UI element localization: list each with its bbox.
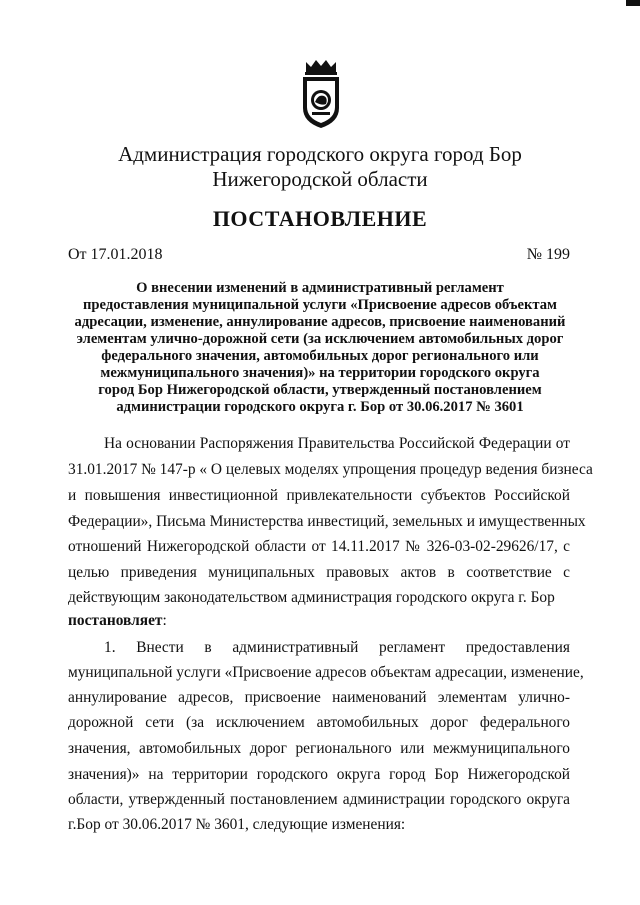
subject-line: федерального значения, автомобильных дорог регионального или (101, 348, 539, 364)
preamble-line: 31.01.2017 № 147-р « О целевых моделях упрощения процедур ведения бизнеса (68, 461, 593, 478)
item1-line: дорожной сети (за исключением автомобильных дорог федерального (68, 714, 570, 731)
subject-line: межмуниципального значения)» на территории городского округа (100, 365, 540, 381)
item1-line: 1. Внести в административный регламент предоставления (104, 639, 570, 656)
subject-line: администрации городского округа г. Бор от 30.06.2017 № 3601 (116, 399, 524, 415)
subject-line: О внесении изменений в административный регламент (136, 280, 504, 296)
subject-line: предоставления муниципальной услуги «Присвоение адресов объектам (83, 297, 557, 313)
item1-line: г.Бор от 30.06.2017 № 3601, следующие изменения: (68, 816, 406, 833)
item1-line: области, утвержденный постановлением администрации городского округа (68, 791, 570, 808)
coat-of-arms-icon (298, 58, 344, 130)
preamble-line: Федерации», Письма Министерства инвестиций, земельных и имущественных (68, 513, 586, 530)
resolves-line (68, 611, 570, 631)
item1-line: муниципальной услуги «Присвоение адресов объектам адресации, изменение, (68, 664, 584, 681)
page-corner-mark (626, 0, 640, 6)
item1-line: значения)» на территории городского округа город Бор Нижегородской (68, 766, 570, 783)
preamble-line: и повышения инвестиционной привлекательности субъектов Российской (68, 487, 570, 504)
document-number: № 199 (526, 246, 570, 263)
preamble-line: отношений Нижегородской области от 14.11.2017 № 326-03-02-29626/17, с (68, 538, 570, 555)
organization-name: Администрация городского округа город Бор (118, 142, 522, 166)
organization-region: Нижегородской области (212, 167, 428, 191)
subject-line: адресации, изменение, аннулирование адресов, присвоение наименований (74, 314, 566, 330)
resolves-colon: : (162, 612, 167, 629)
subject-line: элементам улично-дорожной сети (за исключением автомобильных дорог (76, 331, 564, 347)
item1-line: аннулирование адресов, присвоение наименований элементам улично- (68, 689, 570, 706)
document-date: От 17.01.2018 (68, 246, 163, 263)
document-subject (60, 280, 580, 416)
preamble-line: действующим законодательством администрация городского округа г. Бор (68, 589, 555, 606)
item1-line: значения, автомобильных дорог регионального или межмуниципального (68, 740, 570, 757)
document-title: ПОСТАНОВЛЕНИЕ (212, 206, 428, 231)
preamble-line: целью приведения муниципальных правовых актов в соответствие с (68, 564, 570, 581)
resolves-word: постановляет (68, 612, 163, 629)
preamble-line: На основании Распоряжения Правительства Российской Федерации от (104, 435, 570, 452)
subject-line: город Бор Нижегородской области, утвержденный постановлением (98, 382, 542, 398)
